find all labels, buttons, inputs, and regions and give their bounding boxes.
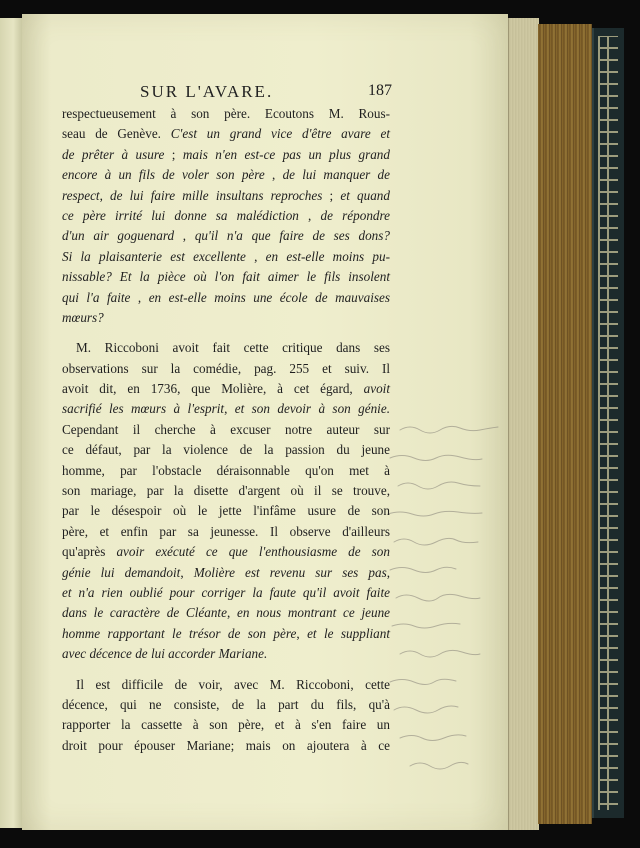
italic-text: Si la plaisanterie est excellente bbox=[62, 248, 246, 264]
italic-text: et quand bbox=[340, 187, 390, 203]
italic-text: en est-elle moins pu- bbox=[265, 248, 391, 264]
roman-text: observations sur la comédie, pag. 255 et suiv. Il bbox=[62, 360, 390, 376]
italic-text: mœurs? bbox=[62, 309, 104, 325]
roman-text: , bbox=[180, 564, 194, 580]
italic-text: de lui manquer de bbox=[282, 167, 391, 183]
paragraph bbox=[62, 104, 390, 328]
text-line bbox=[62, 288, 390, 308]
roman-text: avoit dit, en 1736, que Molière, à cet égard, bbox=[62, 381, 364, 397]
roman-text: , bbox=[130, 289, 149, 305]
italic-text: encore à un fils de voler son père bbox=[62, 167, 265, 183]
text-line bbox=[62, 542, 390, 562]
italic-text: en est-elle moins une école de mauvaises bbox=[148, 289, 391, 305]
text-line bbox=[62, 308, 390, 328]
italic-text: dans le caractère de Cléante bbox=[62, 605, 227, 621]
italic-text: C'est un grand vice d'être avare et bbox=[170, 126, 390, 142]
paragraph-gap bbox=[62, 328, 390, 338]
paragraph bbox=[62, 338, 390, 664]
roman-text: droit pour épouser Mariane; mais on ajoutera à ce bbox=[62, 737, 390, 753]
italic-text: Molière est revenu sur ses pas bbox=[193, 564, 387, 580]
italic-text: homme rapportant le trésor de son père bbox=[62, 625, 297, 641]
page-number: 187 bbox=[368, 82, 392, 99]
text-line bbox=[62, 206, 390, 226]
text-line bbox=[62, 461, 390, 481]
roman-text: rapporter la cassette à son père, et à s'en faire un bbox=[62, 717, 390, 733]
text-line bbox=[62, 644, 390, 664]
italic-text: respect bbox=[62, 187, 100, 203]
roman-text: , bbox=[174, 228, 195, 244]
italic-text: avec décence de lui accorder Mariane. bbox=[62, 646, 268, 662]
italic-text: qui l'a faite bbox=[62, 289, 131, 305]
text-line bbox=[62, 603, 390, 623]
text-line bbox=[62, 379, 390, 399]
roman-text: ; bbox=[322, 187, 341, 203]
roman-text: ce défaut, par la violence de la passion du jeune bbox=[62, 442, 390, 458]
italic-text: et le suppliant bbox=[307, 625, 391, 641]
roman-text: qu'après bbox=[62, 544, 117, 560]
roman-text: , bbox=[224, 401, 235, 417]
text-line bbox=[62, 267, 390, 287]
page-edges bbox=[508, 18, 539, 830]
previous-page-edge bbox=[0, 18, 23, 828]
italic-text: qu'il n'a que faire de ses dons? bbox=[194, 228, 390, 244]
text-line bbox=[62, 675, 390, 695]
italic-text: sacrifié les mœurs à l'esprit bbox=[62, 401, 225, 417]
roman-text: , bbox=[226, 605, 238, 621]
text-line bbox=[62, 501, 390, 521]
roman-text: , bbox=[386, 564, 391, 580]
paragraph bbox=[62, 675, 390, 757]
text-line bbox=[62, 522, 390, 542]
roman-text: Il est difficile de voir, avec M. Riccoboni, cette bbox=[76, 676, 390, 692]
italic-text: avoit bbox=[363, 381, 390, 397]
italic-text: nissable? Et la pièce où l'on fait aimer le fils insolent bbox=[62, 269, 390, 285]
text-line bbox=[62, 481, 390, 501]
roman-text: homme, par l'obstacle déraisonnable qu'on met à bbox=[62, 462, 390, 478]
text-line bbox=[62, 186, 390, 206]
text-line bbox=[62, 440, 390, 460]
italic-text: de répondre bbox=[320, 207, 390, 223]
body-text bbox=[62, 104, 390, 756]
text-line bbox=[62, 124, 390, 144]
roman-text: par le désespoir où le jette l'infâme usure de son bbox=[62, 503, 390, 519]
roman-text: Cependant il cherche à excuser notre auteur sur bbox=[62, 421, 390, 437]
roman-text: décence, qui ne consiste, de la part du fils, qu'à bbox=[62, 696, 390, 712]
text-line bbox=[62, 165, 390, 185]
text-line bbox=[62, 715, 390, 735]
roman-text: respectueusement à son père. Ecoutons M. Rous- bbox=[62, 106, 390, 121]
roman-text: ; bbox=[164, 146, 183, 162]
italic-text: et n'a rien oublié pour corriger la faute qu'il avoit faite bbox=[62, 584, 390, 600]
text-line bbox=[62, 695, 390, 715]
paragraph-gap bbox=[62, 665, 390, 675]
text-line bbox=[62, 247, 390, 267]
italic-text: et son devoir à son génie. bbox=[234, 401, 390, 417]
italic-text: en nous montrant ce jeune bbox=[237, 605, 391, 621]
italic-text: de prêter à usure bbox=[62, 146, 165, 162]
text-line bbox=[62, 583, 390, 603]
text-line bbox=[62, 420, 390, 440]
handwritten-margin-notes bbox=[380, 410, 510, 790]
roman-text: , bbox=[99, 187, 111, 203]
text-line bbox=[62, 104, 390, 124]
italic-text: avoir exécuté ce que l'enthousiasme de son bbox=[116, 544, 390, 560]
italic-text: d'un air goguenard bbox=[62, 228, 175, 244]
roman-text: , bbox=[296, 625, 308, 641]
gilt-edge bbox=[538, 24, 592, 824]
text-line bbox=[62, 399, 390, 419]
text-line bbox=[62, 226, 390, 246]
running-header: SUR L'AVARE. bbox=[140, 82, 274, 101]
roman-text: , bbox=[245, 248, 266, 264]
roman-text: , bbox=[264, 167, 283, 183]
roman-text: , bbox=[298, 207, 321, 223]
text-line bbox=[62, 359, 390, 379]
text-line bbox=[62, 145, 390, 165]
italic-text: génie lui demandoit bbox=[62, 564, 181, 580]
roman-text: père, et enfin par sa jeunesse. Il observe d'ailleurs bbox=[62, 523, 390, 539]
italic-text: de lui faire mille insultans reproches bbox=[110, 187, 323, 203]
text-line bbox=[62, 624, 390, 644]
text-line bbox=[62, 563, 390, 583]
italic-text: mais n'en est-ce pas un plus grand bbox=[182, 146, 390, 162]
spine-decoration bbox=[598, 36, 618, 810]
text-line bbox=[62, 736, 390, 756]
roman-text: son mariage, par la disette d'argent où il se trouve, bbox=[62, 483, 390, 499]
roman-text: M. Riccoboni avoit fait cette critique dans ses bbox=[76, 340, 390, 356]
text-line bbox=[62, 338, 390, 358]
italic-text: ce père irrité lui donne sa malédiction bbox=[62, 207, 299, 223]
roman-text: seau de Genève. bbox=[62, 126, 171, 142]
